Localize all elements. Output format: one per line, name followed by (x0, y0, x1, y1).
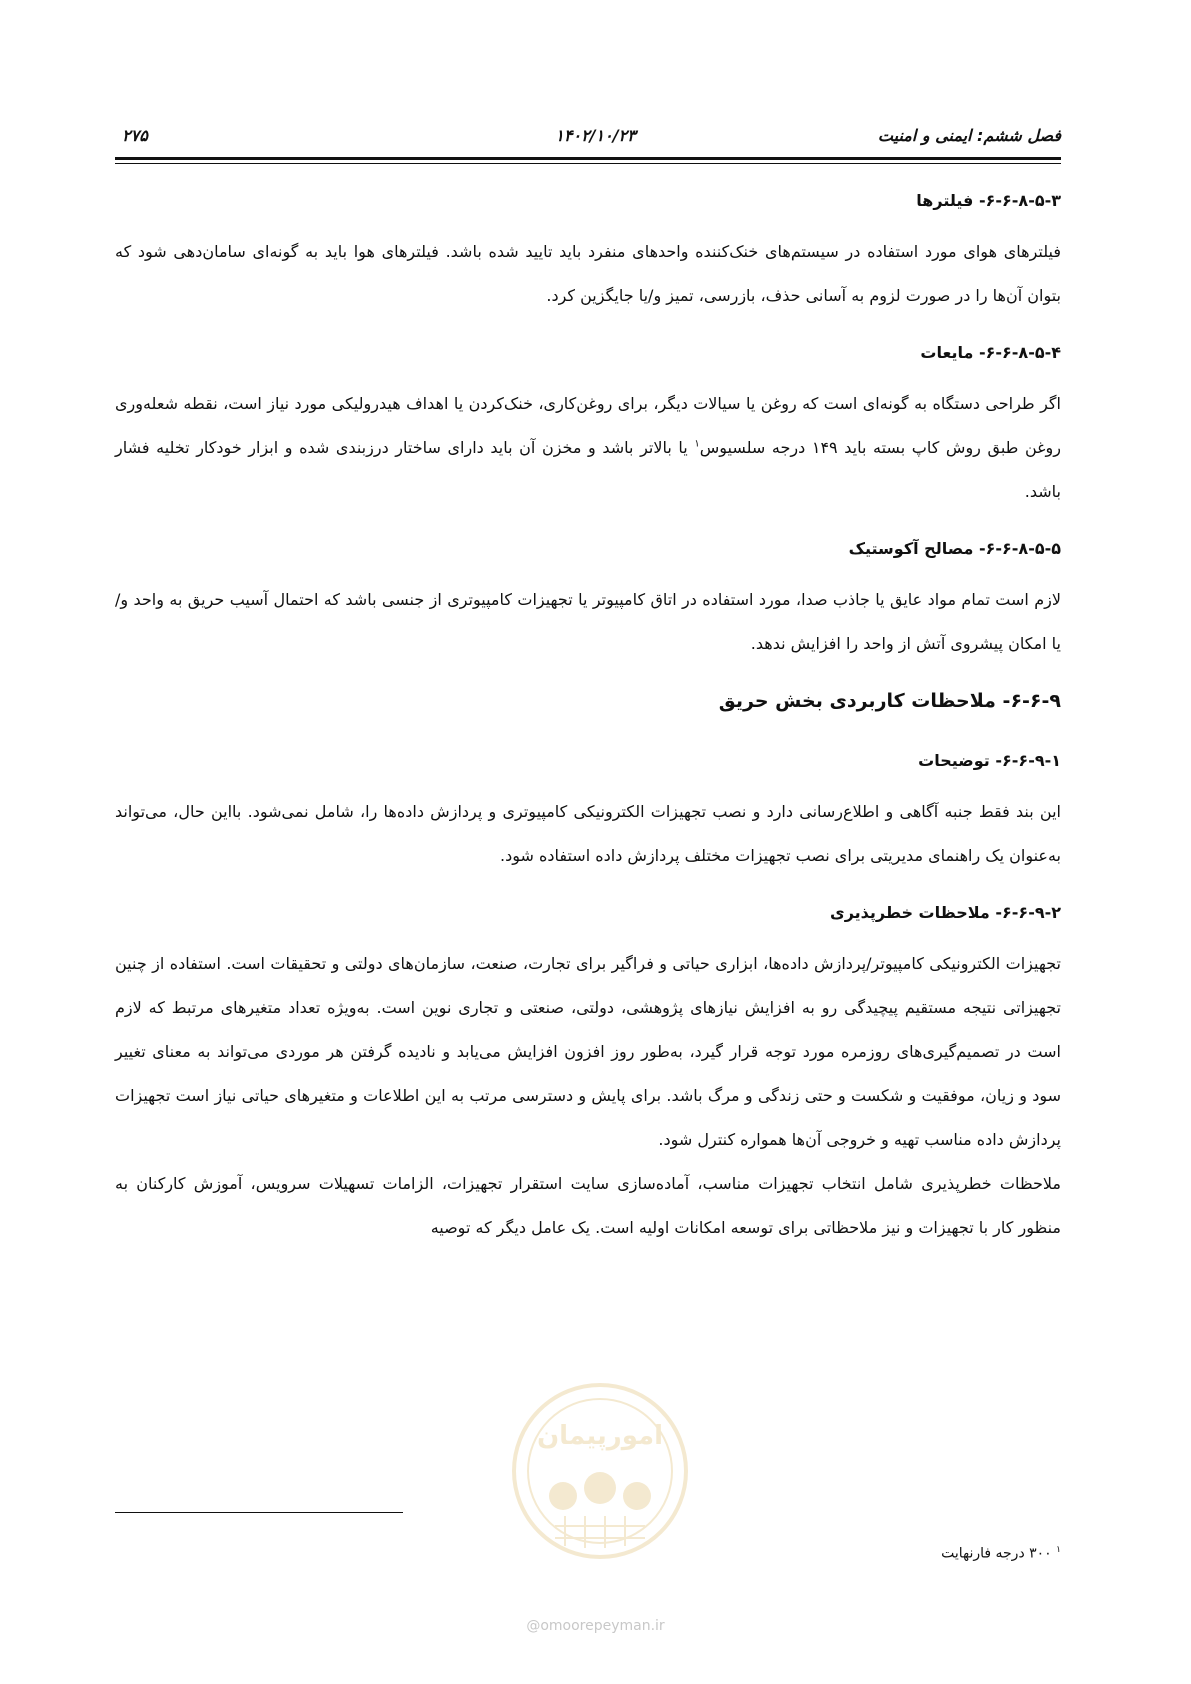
footnote-rule (115, 1512, 403, 1513)
paragraph-risk-1: تجهیزات الکترونیکی کامپیوتر/پردازش داده‌ها، ابزاری حیاتی و فراگیر برای تجارت، صنعت، سازمان‌های دولتی و تحقیقات است. استفاده از چنین تجهیزاتی نتیجه مستقیم پیچیدگی رو به افزایش نیازهای پژوهشی، دولتی، صنعتی و تجاری نوین است. به‌ویژه تعداد متغیرهای مرتبط که لازم است در تصمیم‌گیری‌های روزمره مورد توجه قرار گیرد، به‌طور روز افزون افزایش می‌یابد و نادیده گرفتن هر موردی می‌تواند به معنای تغییر سود و زیان، موفقیت و شکست و حتی زندگی و مرگ باشد. برای پایش و دسترسی مرتب به این اطلاعات و متغیرهای حیاتی نیاز است تجهیزات پردازش داده مناسب تهیه و خروجی آن‌ها همواره کنترل شود. (115, 954, 1061, 1149)
watermark-logo (505, 1376, 695, 1566)
section-heading-filters: ۶-۶-۸-۵-۳- فیلترها (916, 191, 1061, 210)
header-rule-thin (115, 163, 1061, 164)
footnote-text: ۳۰۰ درجه فارنهایت (941, 1545, 1052, 1562)
watermark-logo-text: امورپیمان (536, 1421, 664, 1451)
footnote-reference: ۱ (694, 438, 700, 450)
section-heading-risk: ۶-۶-۹-۲- ملاحظات خطرپذیری (830, 903, 1061, 922)
section-heading-liquids: ۶-۶-۸-۵-۴- مایعات (920, 343, 1061, 362)
watermark-site: @omoorepeyman.ir (526, 1618, 665, 1634)
section-heading-acoustic: ۶-۶-۸-۵-۵- مصالح آکوستیک (848, 539, 1061, 558)
footnote (941, 1540, 1061, 1564)
paragraph-descriptions: این بند فقط جنبه آگاهی و اطلاع‌رسانی دارد و نصب تجهیزات الکترونیکی کامپیوتری و پردازش داده‌ها را، شامل نمی‌شود. بااین حال، می‌تواند به‌عنوان یک راهنمای مدیریتی برای نصب تجهیزات مختلف پردازش داده استفاده شود. (115, 802, 1061, 865)
page-number: ۲۷۵ (122, 126, 148, 145)
paragraph-risk-2: ملاحظات خطرپذیری شامل انتخاب تجهیزات مناسب، آماده‌سازی سایت استقرار تجهیزات، الزامات تسهیلات سرویس، آموزش کارکنان به منظور کار با تجهیزات و نیز ملاحظاتی برای توسعه امکانات اولیه است. یک عامل دیگر که توصیه (115, 1174, 1061, 1237)
section-heading-descriptions: ۶-۶-۹-۱- توضیحات (918, 751, 1061, 770)
paragraph-liquids-text-2: یا بالاتر باشد و مخزن آن باید دارای ساختار درزبندی شده و ابزار خودکار تخلیه فشار باشد. (115, 438, 1061, 501)
body-content (115, 186, 1061, 1250)
paragraph-filters: فیلترهای هوای مورد استفاده در سیستم‌های خنک‌کننده واحدهای منفرد باید تایید شده باشد. فیلترهای هوا باید به گونه‌ای سامان‌دهی شود که بتوان آن‌ها را در صورت لزوم به آسانی حذف، بازرسی، تمیز و/یا جایگزین کرد. (115, 242, 1061, 305)
section-heading-fire-considerations: ۶-۶-۹- ملاحظات کاربردی بخش حریق (718, 690, 1061, 712)
paragraph-liquids (115, 382, 1061, 514)
paragraph-acoustic: لازم است تمام مواد عایق یا جاذب صدا، مورد استفاده در اتاق کامپیوتر یا تجهیزات کامپیوتری از جنسی باشد که احتمال آسیب حریق به واحد و/یا امکان پیشروی آتش از واحد را افزایش ندهد. (115, 590, 1061, 653)
footnote-marker: ۱ (1056, 1545, 1061, 1555)
running-header-date: ۱۴۰۲/۱۰/۲۳ (555, 126, 636, 145)
running-header-chapter: فصل ششم: ایمنی و امنیت (877, 126, 1061, 145)
header-rule-thick (115, 157, 1061, 160)
paragraph-liquids-text-1: اگر طراحی دستگاه به گونه‌ای است که روغن یا سیالات دیگر، برای روغن‌کاری، خنک‌کردن یا اهداف هیدرولیکی مورد نیاز است، نقطه شعله‌وری روغن طبق روش کاپ بسته باید ۱۴۹ درجه سلسیوس (115, 394, 1061, 457)
